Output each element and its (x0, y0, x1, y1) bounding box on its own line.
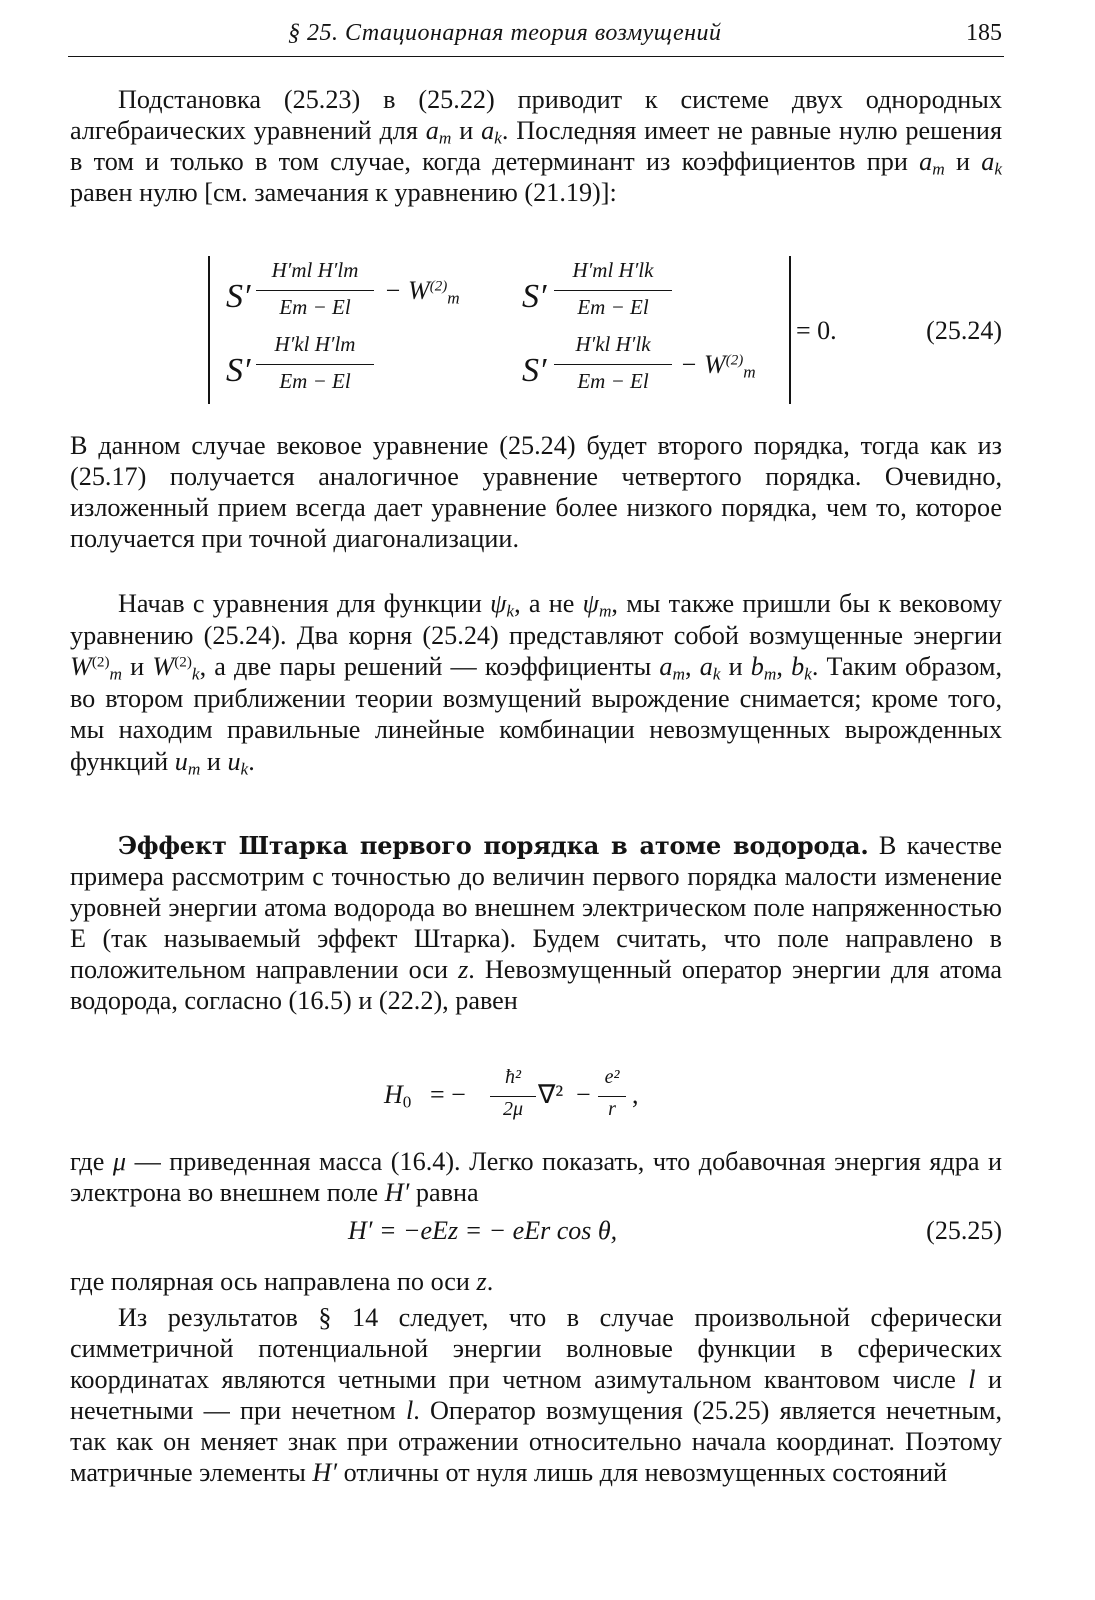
fraction-bar (256, 364, 374, 365)
paragraph-5 (70, 1266, 1002, 1297)
subscript: m (187, 758, 201, 778)
subscript: k (240, 758, 249, 778)
symbol-a: a (425, 116, 439, 145)
symbol-psi: ψ (490, 589, 507, 618)
running-title: § 25. Стационарная теория возмущений (288, 20, 722, 46)
denominator: r (608, 1098, 616, 1120)
text-run: , (685, 652, 700, 681)
text-run: , мы также пришли бы к вековому уравнению (25.24). Два корня (25.24) представляют собой возмущенные энергии (70, 589, 1002, 650)
matrix-cell-21 (226, 332, 406, 416)
subscript: m (672, 664, 685, 684)
numerator: H′kl H′lm (274, 332, 356, 356)
paragraph-4 (70, 1146, 1002, 1208)
fraction-bar (554, 290, 672, 291)
subscript: k (191, 664, 200, 684)
text-run: , а две пары решений — коэффициенты (199, 652, 660, 681)
eq-lhs (384, 1080, 411, 1110)
subscript: k (712, 664, 721, 684)
sum-symbol: S′ (522, 352, 547, 389)
denominator: Em − El (577, 295, 649, 319)
text-run: и нечетными — при нечетном (70, 1365, 1002, 1425)
symbol-mu: μ (112, 1147, 127, 1176)
symbol-a: a (699, 652, 713, 681)
subscript: 0 (402, 1092, 412, 1112)
text-run: и (720, 652, 751, 681)
symbol-a: a (919, 147, 933, 176)
minus-sign: − (576, 1080, 591, 1109)
section-stark-effect (70, 830, 1002, 1016)
numerator: ħ² (505, 1066, 521, 1088)
determinant-equation (0, 0, 1095, 420)
superscript: (2) (174, 653, 192, 671)
superscript: (2) (725, 352, 744, 369)
text-run: и (200, 746, 228, 776)
determinant-right-bar (789, 256, 791, 404)
matrix-cell-22 (522, 332, 784, 416)
text-run: . Последняя имеет не равные нулю решения в том и только в том случае, когда детерминант из коэффициентов при (70, 116, 1002, 176)
denominator: Em − El (279, 369, 351, 393)
numerator: H′ml H′lk (572, 258, 654, 282)
fraction-bar (256, 290, 374, 291)
paragraph-6 (70, 1302, 1002, 1488)
subscript: m (743, 362, 756, 382)
denominator: Em − El (577, 369, 649, 393)
subscript: m (438, 128, 452, 148)
text-run: Начав с уравнения для функции (118, 589, 491, 618)
equation-h0 (384, 1066, 704, 1136)
subscript: m (763, 664, 777, 684)
subscript: k (506, 601, 515, 621)
section-heading: Эффект Штарка первого порядка в атоме водорода. (118, 831, 869, 860)
subscript: m (598, 601, 612, 621)
nabla-squared: ∇² (538, 1080, 564, 1109)
subscript: m (109, 664, 123, 684)
text-run: где полярная ось направлена по оси (70, 1267, 477, 1296)
text-run: отличны от нуля лишь для невозмущенных состояний (337, 1458, 948, 1487)
symbol-u: u (227, 746, 241, 776)
text-run: Подстановка (25.23) в (25.22) приводит к системе двух однородных алгебраических уравнений для (70, 85, 1002, 145)
subscript: k (804, 664, 812, 684)
text-run: . Невозмущенный оператор энергии для атома водорода, согласно (16.5) и (22.2), равен (70, 955, 1002, 1015)
comma: , (632, 1080, 639, 1109)
symbol-psi: ψ (582, 589, 599, 618)
field-symbol: E (70, 924, 86, 953)
text-run: , (776, 652, 792, 681)
symbol-l: l (405, 1396, 414, 1425)
matrix-cell-12 (522, 258, 702, 342)
sum-symbol: S′ (522, 278, 547, 315)
text-run: и (122, 652, 153, 681)
superscript: (2) (91, 653, 110, 671)
symbol-h: H (384, 1080, 403, 1109)
energy-term (680, 350, 756, 380)
symbol-b: b (791, 652, 805, 681)
text-run: и (944, 147, 982, 176)
fraction-bar (598, 1096, 626, 1097)
numerator: H′kl H′lk (575, 332, 651, 356)
numerator: H′ml H′lm (271, 258, 359, 282)
subscript: k (494, 128, 502, 148)
text-run: равна (409, 1178, 479, 1207)
text-run: . Оператор возмущения (25.25) является нечетным, так как он меняет знак при отражении относительно начала координат. Поэтому матричные элементы (70, 1396, 1002, 1487)
denominator: 2μ (502, 1098, 524, 1120)
sum-symbol: S′ (226, 352, 251, 389)
superscript: (2) (429, 278, 448, 295)
denominator: Em − El (279, 295, 351, 319)
symbol-u: u (174, 746, 188, 776)
text-run: . (248, 746, 255, 776)
text-run: (так называемый эффект Штарка). Будем считать, что поле направлено в положительном направлении оси (70, 924, 1002, 984)
symbol-z: z (476, 1267, 487, 1296)
equals-zero: = 0. (796, 316, 837, 345)
determinant-left-bar (208, 256, 210, 404)
page-number: 185 (966, 20, 1002, 46)
text-run: — приведенная масса (16.4). Легко показать, что добавочная энергия ядра и электрона во внешнем поле (70, 1147, 1002, 1207)
sum-symbol: S′ (226, 278, 251, 315)
energy-term (384, 276, 460, 306)
fraction-bar (554, 364, 672, 365)
paragraph-3 (70, 588, 1002, 777)
text-run: В качестве примера рассмотрим с точностью до величин первого порядка малости изменение уровней энергии атома водорода во внешнем электрическом поле напряженностью (70, 831, 1002, 922)
matrix-cell-11 (226, 258, 496, 342)
numerator: e² (604, 1066, 620, 1088)
subscript: k (994, 159, 1002, 179)
symbol-w: W (152, 652, 175, 681)
symbol-b: b (750, 652, 764, 681)
paragraph-2 (70, 430, 1002, 554)
text-run: где (70, 1147, 113, 1176)
equals-minus: = − (430, 1080, 466, 1109)
symbol-a: a (481, 116, 495, 145)
fraction-bar (490, 1096, 536, 1097)
text-run: , а не (514, 589, 583, 618)
symbol-l: l (968, 1365, 976, 1394)
symbol-z: z (458, 955, 469, 984)
symbol-h-prime: H′ (384, 1178, 410, 1207)
text-run: . Таким образом, во втором приближении теории возмущений вырождение снимается; кроме того, мы находим правильные линейные комбинации невозмущенных вырожденных функций (70, 652, 1003, 776)
symbol-w: W (70, 652, 92, 681)
text-run: равен нулю [см. замечания к уравнению (21.19)]: (70, 178, 617, 207)
paragraph-text: В данном случае вековое уравнение (25.24) будет второго порядка, тогда как из (25.17) получается аналогичное уравнение четвертого порядка. Очевидно, изложенный прием всегда дает уравнение более низкого порядка, чем то, которое получается при точной диагонализации. (70, 431, 1002, 553)
energy-symbol: − W (384, 276, 430, 305)
equation-perturbation: H′ = −eEz = − eEr cos θ, (348, 1216, 618, 1245)
text-run: Из результатов § 14 следует, что в случае произвольной сферически симметричной потенциальной энергии волновые функции в сферических координатах являются четными при четном азимутальном квантовом числе (70, 1303, 1002, 1394)
text-run: и (451, 116, 482, 145)
symbol-a: a (981, 147, 995, 176)
subscript: m (447, 288, 460, 308)
text-run: . (486, 1267, 494, 1296)
symbol-h-prime: H′ (312, 1458, 338, 1487)
equation-number: (25.25) (926, 1216, 1002, 1245)
subscript: m (932, 159, 945, 179)
equation-number: (25.24) (926, 316, 1002, 345)
symbol-a: a (659, 652, 673, 681)
energy-symbol: − W (680, 350, 726, 379)
